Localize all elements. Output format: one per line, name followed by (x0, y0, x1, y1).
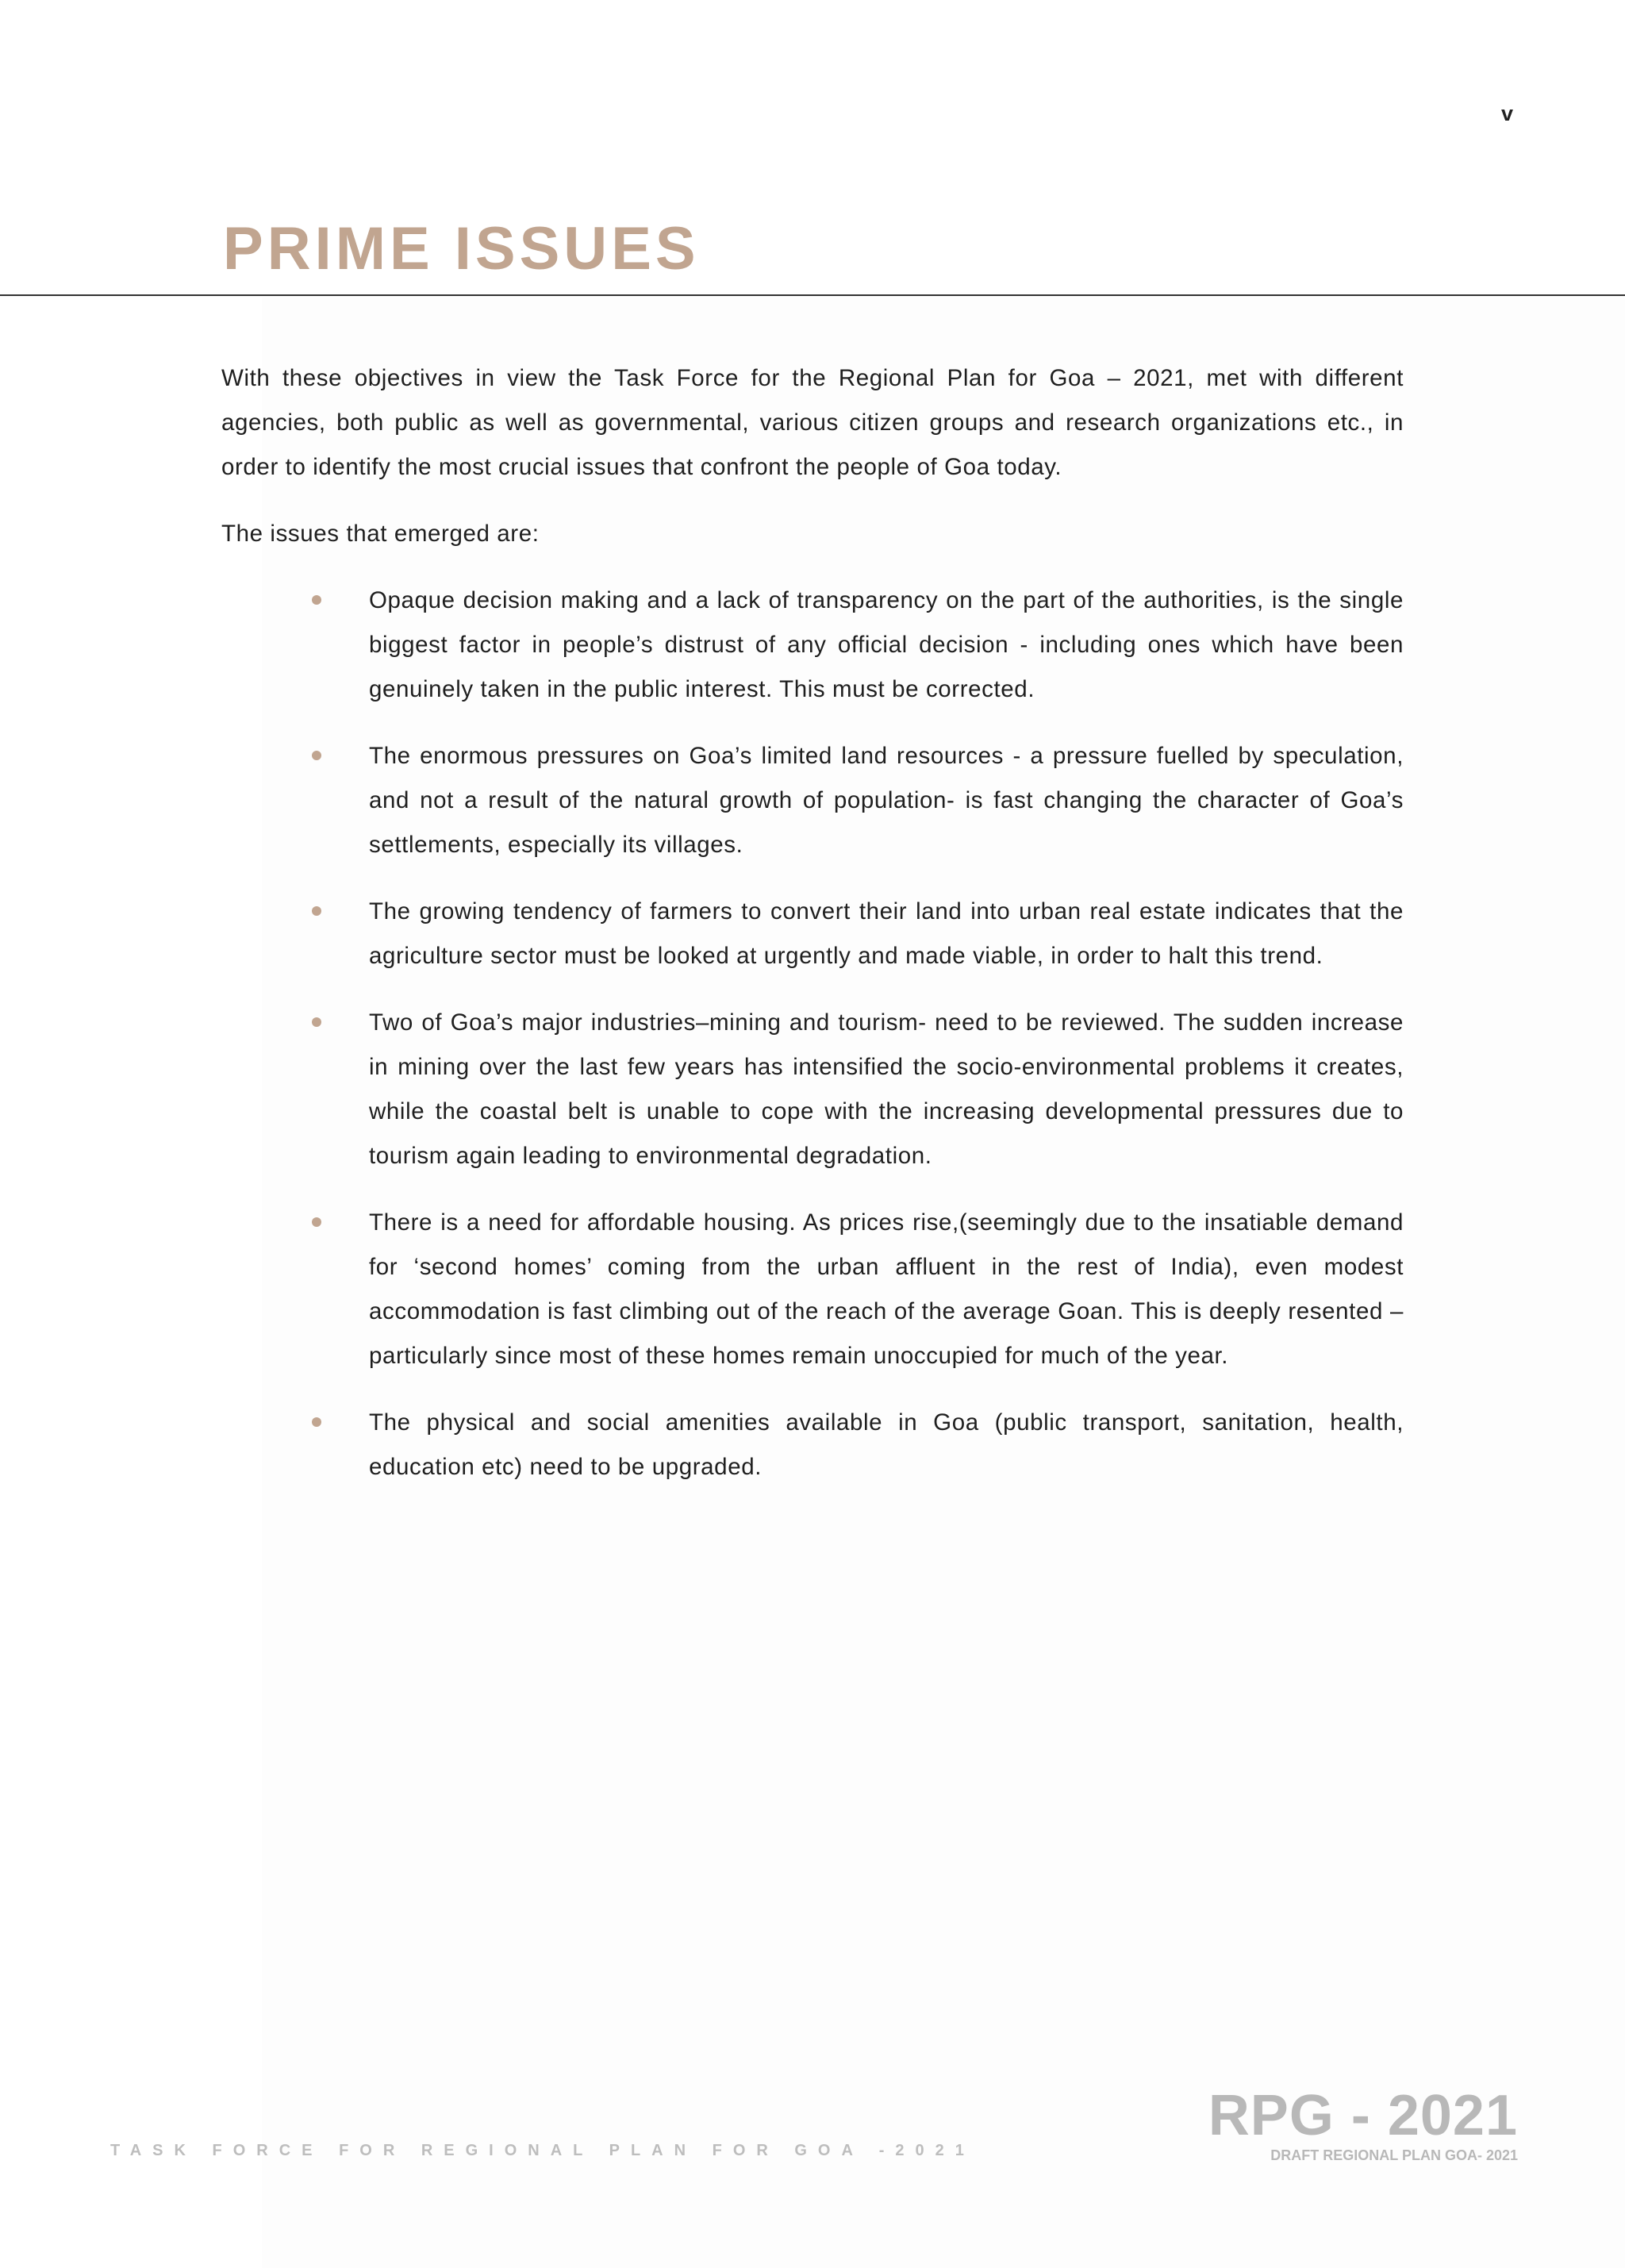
page-number: v (1500, 102, 1513, 125)
bullet-icon (312, 1417, 321, 1427)
list-item-text: The growing tendency of farmers to convert their land into urban real estate indicates that the agriculture sector must be looked at urgently and made viable, in order to halt this trend. (369, 898, 1404, 969)
title-divider (0, 294, 1625, 296)
footer-brand-title: RPG - 2021 (1208, 2084, 1518, 2147)
bullet-icon (312, 1017, 321, 1027)
bullet-icon (312, 1217, 321, 1227)
list-item (221, 1001, 1404, 1178)
list-item (221, 579, 1404, 712)
list-item (221, 734, 1404, 867)
footer-brand (1208, 2084, 1518, 2164)
list-item (221, 1401, 1404, 1490)
issues-list (221, 579, 1404, 1490)
bullet-icon (312, 595, 321, 605)
list-item-text: Two of Goa’s major industries–mining and tourism- need to be reviewed. The sudden increase in mining over the last few years has intensified the socio-environmental problems it creates, while the coastal belt is unable to cope with the increasing developmental pressures due to tourism again leading to environmental degradation. (369, 1009, 1404, 1169)
bullet-icon (312, 751, 321, 760)
list-item-text: There is a need for affordable housing. As prices rise,(seemingly due to the insatiable demand for ‘second homes’ coming from the urban affluent in the rest of India), even modest accommodation is fast climbing out of the reach of the average Goan. This is deeply resented – particularly since most of these homes remain unoccupied for much of the year. (369, 1209, 1404, 1369)
list-item-text: The physical and social amenities available in Goa (public transport, sanitation, health, education etc) need to be upgraded. (369, 1409, 1404, 1480)
list-item-text: The enormous pressures on Goa’s limited land resources - a pressure fuelled by speculation, and not a result of the natural growth of population- is fast changing the character of Goa’s settlements, especially its villages. (369, 743, 1404, 858)
document-body (221, 356, 1404, 1512)
list-item (221, 1201, 1404, 1378)
intro-paragraph: With these objectives in view the Task Force for the Regional Plan for Goa – 2021, met with different agencies, both public as well as governmental, various citizen groups and research organizations etc., in order to identify the most crucial issues that confront the people of Goa today. (221, 365, 1404, 480)
footer-brand-subtitle: DRAFT REGIONAL PLAN GOA- 2021 (1270, 2147, 1518, 2163)
list-item (221, 890, 1404, 978)
bullet-icon (312, 906, 321, 916)
page-title: PRIME ISSUES (223, 215, 700, 283)
issues-lead: The issues that emerged are: (221, 521, 540, 547)
footer-task-force-label: TASK FORCE FOR REGIONAL PLAN FOR GOA -2021 (110, 2142, 975, 2159)
list-item-text: Opaque decision making and a lack of transparency on the part of the authorities, is the single biggest factor in people’s distrust of any official decision - including ones which have been genuinely taken in the public interest. This must be corrected. (369, 587, 1404, 702)
